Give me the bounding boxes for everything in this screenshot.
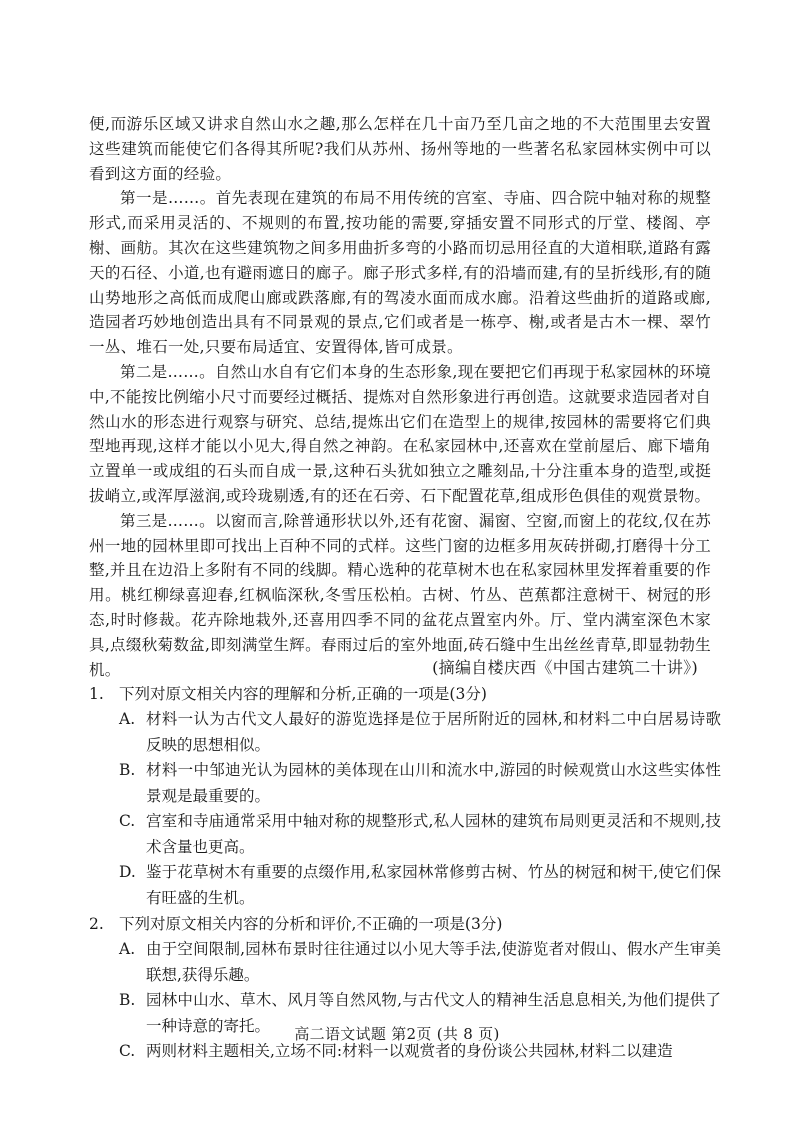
option-key: C. xyxy=(119,1042,136,1060)
option-text: 材料一认为古代文人最好的游览选择是位于居所附近的园林,和材料二中白居易诗歌反映的思想相似。 xyxy=(146,710,721,754)
question-text: 下列对原文相关内容的理解和分析,正确的一项是(3分) xyxy=(119,685,487,703)
option-text: 材料一中邹迪光认为园林的美体现在山川和流水中,游园的时候观赏山水这些实体性景观是最重要的。 xyxy=(146,761,721,805)
option-key: A. xyxy=(119,710,136,728)
option-text: 由于空间限制,园林布景时往往通过以小见大等手法,使游览者对假山、假水产生审美联想,获得乐趣。 xyxy=(146,940,721,984)
option-a[interactable] xyxy=(89,937,721,988)
passage-paragraph-2: 第一是……。首先表现在建筑的布局不用传统的宫室、寺庙、四合院中轴对称的规整形式,而采用灵活的、不规则的布置,按功能的需要,穿插安置不同形式的厅堂、楼阁、亭榭、画舫。其次在这些建筑物之间多用曲折多弯的小路而切忌用径直的大道相联,道路有露天的石径、小道,也有避雨遮日的廊子。廊子形式多样,有的沿墙而建,有的呈折线形,有的随山势地形之高低而成爬山廊或跌落廊,有的驾凌水面而成水廊。沿着这些曲折的道路或廊,造园者巧妙地创造出具有不同景观的景点,它们或者是一栋亭、榭,或者是古木一棵、翠竹一丛、堆石一处,只要布局适宜、安置得体,皆可成景。 xyxy=(89,189,711,357)
question-stem xyxy=(89,681,721,707)
option-text: 鉴于花草树木有重要的点缀作用,私家园林常修剪古树、竹丛的树冠和树干,使它们保有旺盛的生机。 xyxy=(146,863,721,907)
passage-paragraph-1: 便,而游乐区域又讲求自然山水之趣,那么怎样在几十亩乃至几亩之地的不大范围里去安置这些建筑而能使它们各得其所呢?我们从苏州、扬州等地的一些著名私家园林实例中可以看到这方面的经验。 xyxy=(89,115,711,183)
option-text: 园林中山水、草木、风月等自然风物,与古代文人的精神生活息息相关,为他们提供了一种诗意的寄托。 xyxy=(146,991,721,1035)
question-1 xyxy=(89,681,721,911)
question-number: 1. xyxy=(89,685,104,703)
option-text: 两则材料主题相关,立场不同:材料一以观赏者的身份谈公共园林,材料二以建造 xyxy=(146,1042,673,1060)
option-key: B. xyxy=(119,761,136,779)
option-key: C. xyxy=(119,812,136,830)
option-a[interactable] xyxy=(89,707,721,758)
passage-source: (摘编自楼庆西《中国古建筑二十讲》) xyxy=(432,658,698,677)
question-number: 2. xyxy=(89,915,104,933)
option-key: B. xyxy=(119,991,136,1009)
question-stem xyxy=(89,911,721,937)
question-list xyxy=(89,681,721,1065)
option-text: 宫室和寺庙通常采用中轴对称的规整形式,私人园林的建筑布局则更灵活和不规则,技术含量也更高。 xyxy=(146,812,721,856)
option-d[interactable] xyxy=(89,860,721,911)
page-footer: 高二语文试题 第2页 (共 8 页) xyxy=(294,1025,500,1043)
option-key: A. xyxy=(119,940,136,958)
option-c[interactable] xyxy=(89,809,721,860)
passage-body xyxy=(89,112,711,682)
option-b[interactable] xyxy=(89,758,721,809)
question-text: 下列对原文相关内容的分析和评价,不正确的一项是(3分) xyxy=(119,915,503,933)
option-key: D. xyxy=(119,863,136,881)
passage-paragraph-3: 第二是……。自然山水自有它们本身的生态形象,现在要把它们再现于私家园林的环境中,不能按比例缩小尺寸而要经过概括、提炼对自然形象进行再创造。这就要求造园者对自然山水的形态进行观察与研究、总结,提炼出它们在造型上的规律,按园林的需要将它们典型地再现,这样才能以小见大,得自然之神韵。在私家园林中,还喜欢在堂前屋后、廊下墙角立置单一或成组的石头而自成一景,这种石头犹如独立之雕刻品,十分注重本身的造型,或挺拔峭立,或浑厚滋润,或玲珑剔透,有的还在石旁、石下配置花草,组成形色俱佳的观赏景物。 xyxy=(89,362,711,505)
passage-paragraph-4: 第三是……。以窗而言,除普通形状以外,还有花窗、漏窗、空窗,而窗上的花纹,仅在苏州一地的园林里即可找出上百种不同的式样。这些门窗的边框多用灰砖拼砌,打磨得十分工整,并且在边沿上多附有不同的线脚。精心选种的花草树木也在私家园林里发挥着重要的作用。桃红柳绿喜迎春,红枫临深秋,冬雪压松柏。古树、竹丛、芭蕉都注意树干、树冠的形态,时时修裁。花卉除地栽外,还喜用四季不同的盆花点置室内外。厅、堂内满室深色木家具,点缀秋菊数盆,即刻满堂生辉。春雨过后的室外地面,砖石缝中生出丝丝青草,即显勃勃生机。 xyxy=(89,511,711,679)
